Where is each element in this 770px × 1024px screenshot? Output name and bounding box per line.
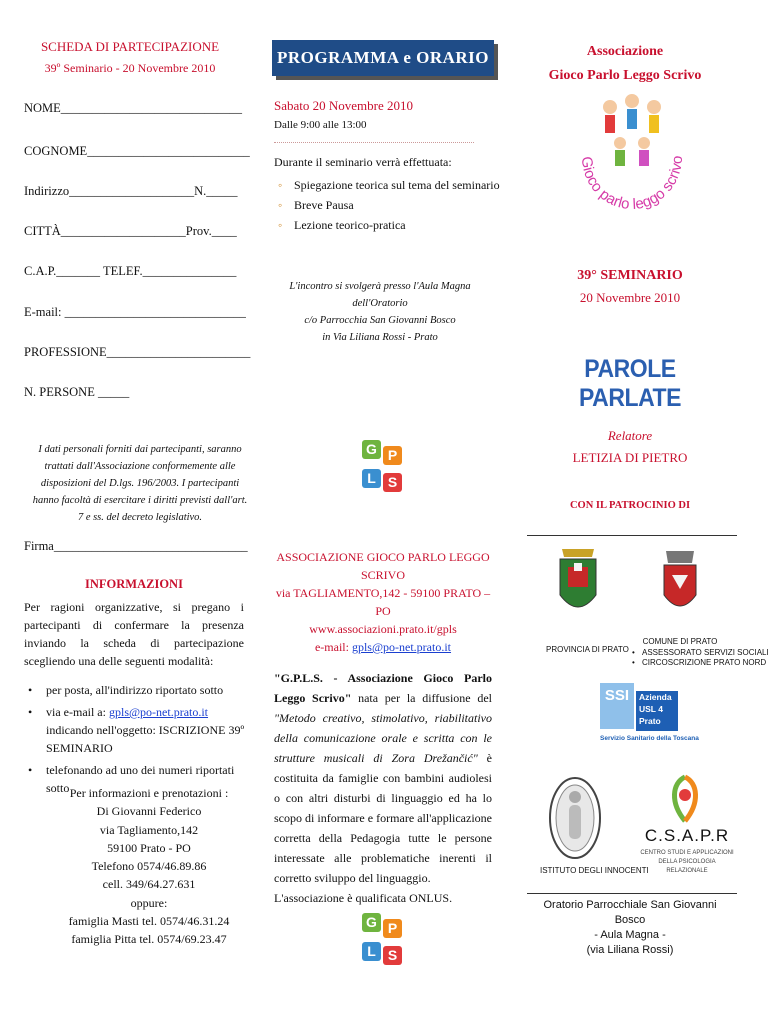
csapr-logo-icon bbox=[664, 773, 706, 825]
field-email[interactable]: E-mail: _____________________________ bbox=[24, 305, 246, 319]
modes-list bbox=[28, 681, 253, 797]
comune-crest-icon bbox=[660, 545, 700, 620]
mode-email bbox=[28, 703, 253, 757]
desc-onlus: L'associazione è qualificata ONLUS. bbox=[274, 891, 453, 905]
info-text: Per ragioni organizzative, si pregano i partecipanti di confermare la presenza inviando la scheda di partecipazione scegliendo una delle seguenti modalità: bbox=[24, 600, 244, 668]
logo-tile-s: S bbox=[383, 946, 402, 965]
relatore-label: Relatore bbox=[607, 428, 653, 443]
child-body bbox=[615, 150, 625, 166]
assoc-mail-row bbox=[268, 638, 498, 656]
seminar-topic: PAROLE PARLATE bbox=[579, 355, 681, 412]
field-nome[interactable]: NOME_____________________________ bbox=[24, 101, 243, 115]
logo-tile-p: P bbox=[383, 446, 402, 465]
logo-tile-g: G bbox=[362, 913, 381, 932]
oratorio-address bbox=[530, 898, 730, 958]
desc-italic: "Metodo creativo, stimolativo, riabilitativo della comunicazione orale e scritta con le strutture musicali di Zora Drežančić" bbox=[274, 711, 492, 765]
desc-bold: "G.P.L.S. - Associazione Gioco Parlo Leggo Scrivo" bbox=[274, 671, 492, 705]
mode-posta: • per posta, all'indirizzo riportato sotto bbox=[28, 681, 253, 699]
contact-line: Per informazioni e prenotazioni : bbox=[69, 786, 229, 800]
logo-tile-l: L bbox=[362, 942, 381, 961]
desc-text-1: nata per la diffusione del bbox=[351, 691, 492, 705]
field-persone[interactable]: N. PERSONE _____ bbox=[24, 385, 130, 399]
contact-line: oppure: bbox=[130, 895, 168, 910]
provincia-caption: PROVINCIA DI PRATO bbox=[546, 645, 629, 654]
innocenti-caption: ISTITUTO DEGLI INNOCENTI bbox=[540, 866, 649, 875]
mode-telefono: • telefonando ad uno dei numeri riportati sotto bbox=[28, 761, 253, 797]
child-body bbox=[605, 115, 615, 133]
children-logo bbox=[570, 85, 690, 235]
field-cap-telefono[interactable]: C.A.P._______ TELEF._______________ bbox=[24, 264, 237, 278]
contact-line: famiglia Masti tel. 0574/46.31.24 bbox=[68, 914, 230, 929]
contact-line: via Tagliamento,142 bbox=[99, 822, 199, 837]
info-title: INFORMAZIONI bbox=[85, 577, 183, 591]
child-head bbox=[603, 100, 617, 114]
patrocinio-label: CON IL PATROCINIO DI bbox=[569, 500, 691, 511]
child-body bbox=[639, 150, 649, 166]
ssi-logo-block: SSI bbox=[600, 683, 634, 729]
innocenti-medallion-icon bbox=[548, 775, 602, 861]
asl-caption: Servizio Sanitario della Toscana bbox=[600, 735, 699, 742]
oratorio-line: Oratorio Parrocchiale San Giovanni Bosco bbox=[543, 899, 717, 926]
program-list bbox=[276, 175, 500, 235]
venue-line: c/o Parrocchia San Giovanni Bosco bbox=[304, 315, 456, 326]
child-body bbox=[627, 109, 637, 129]
assoc-mail-label: e-mail: bbox=[314, 640, 352, 654]
assoc-web[interactable]: www.associazioni.prato.it/gpls bbox=[309, 622, 457, 636]
program-item: ◦ Spiegazione teorica sul tema del seminario bbox=[276, 175, 500, 195]
arc-text: Gioco parlo leggo scrivo bbox=[577, 155, 687, 214]
program-date: Sabato 20 Novembre 2010 bbox=[274, 98, 414, 113]
assoc-title-line2: Gioco Parlo Leggo Scrivo bbox=[548, 68, 702, 83]
assoc-contacts bbox=[268, 548, 498, 656]
venue-note bbox=[270, 278, 490, 346]
gpls-logo-bottom bbox=[362, 913, 404, 967]
program-item: ◦ Lezione teorico-pratica bbox=[276, 215, 500, 235]
field-citta[interactable]: CITTÀ____________________Prov.____ bbox=[24, 224, 237, 238]
form-title: SCHEDA DI PARTECIPAZIONE bbox=[40, 39, 220, 54]
field-cognome[interactable]: COGNOME__________________________ bbox=[24, 144, 250, 158]
logo-tile-s: S bbox=[383, 473, 402, 492]
venue-line: L'incontro si svolgerà presso l'Aula Magna dell'Oratorio bbox=[289, 281, 471, 309]
asl-block bbox=[636, 691, 678, 731]
assoc-name: ASSOCIAZIONE GIOCO PARLO LEGGO SCRIVO bbox=[276, 550, 490, 582]
asl-line: Prato bbox=[639, 716, 661, 726]
desc-text-2: è costituita da famiglie con bambini audiolesi o con altri disturbi di linguaggio ed ha lo scopo di informare e formare all'applicazione corretta della Pedagogia tutte le persone interessate alle problematiche inerenti il corretto sviluppo del linguaggio. bbox=[274, 751, 492, 885]
child-head bbox=[625, 94, 639, 108]
asl-logo bbox=[600, 683, 699, 747]
comune-caption: COMUNE DI PRATO bbox=[642, 637, 718, 646]
logo-tile-g: G bbox=[362, 440, 381, 459]
seminar-number: 39° SEMINARIO bbox=[577, 268, 683, 283]
privacy-notice: I dati personali forniti dai partecipanti, saranno trattati dall'Associazione conformemente alle disposizioni del D.lgs. 196/2003. I partecipanti hanno facoltà di esercitare i diritti previsti dall'art. 7 e ss. del decreto legislativo. bbox=[32, 444, 248, 523]
contacts-block bbox=[24, 784, 274, 949]
contact-line: 59100 Prato - PO bbox=[107, 840, 191, 855]
child-body bbox=[649, 115, 659, 133]
assoc-mail-link[interactable]: gpls@po-net.prato.it bbox=[351, 640, 452, 654]
child-head bbox=[638, 137, 650, 149]
child-head bbox=[647, 100, 661, 114]
divider bbox=[527, 893, 737, 894]
assoc-title bbox=[540, 40, 710, 88]
venue-line: in Via Liliana Rossi - Prato bbox=[322, 332, 438, 343]
program-time: Dalle 9:00 alle 13:00 bbox=[274, 119, 367, 131]
assoc-description bbox=[274, 668, 492, 908]
gpls-logo bbox=[362, 440, 404, 494]
provincia-crest-icon bbox=[556, 545, 600, 623]
program-item: ◦ Breve Pausa bbox=[276, 195, 500, 215]
comune-item: • CIRCOSCRIZIONE PRATO NORD bbox=[632, 658, 769, 668]
asl-line: Azienda bbox=[639, 692, 672, 702]
logo-tile-l: L bbox=[362, 469, 381, 488]
field-indirizzo[interactable]: Indirizzo____________________N._____ bbox=[24, 184, 238, 198]
mode-email-pre: via e-mail a: bbox=[46, 705, 109, 719]
csapr-subtitle: CENTRO STUDI E APPLICAZIONI DELLA PSICOLOGIA RELAZIONALE bbox=[640, 850, 734, 874]
comune-items bbox=[632, 648, 769, 668]
csapr-title: C.S.A.P.R bbox=[644, 826, 730, 845]
mode-email-post: indicando nell'oggetto: ISCRIZIONE 39º SEMINARIO bbox=[46, 723, 245, 755]
logo-tile-p: P bbox=[383, 919, 402, 938]
contact-line: cell. 349/64.27.631 bbox=[102, 877, 196, 892]
oratorio-line: (via Liliana Rossi) bbox=[586, 944, 674, 956]
contact-line: Di Giovanni Federico bbox=[96, 804, 202, 819]
contact-line: famiglia Pitta tel. 0574/69.23.47 bbox=[71, 932, 227, 947]
programma-header: PROGRAMMA e ORARIO bbox=[272, 40, 494, 76]
divider bbox=[527, 535, 737, 536]
seminar-date: 20 Novembre 2010 bbox=[579, 290, 681, 305]
assoc-address: via TAGLIAMENTO,142 - 59100 PRATO – PO bbox=[275, 586, 491, 618]
asl-line: USL 4 bbox=[639, 704, 663, 714]
form-subtitle: 39º Seminario - 20 Novembre 2010 bbox=[44, 61, 216, 75]
divider bbox=[274, 142, 474, 143]
field-professione[interactable]: PROFESSIONE_______________________ bbox=[24, 345, 251, 359]
contact-line: Telefono 0574/46.89.86 bbox=[91, 859, 207, 874]
child-head bbox=[614, 137, 626, 149]
oratorio-line: - Aula Magna - bbox=[594, 929, 666, 941]
comune-item: • ASSESSORATO SERVIZI SOCIALI bbox=[632, 648, 769, 658]
relatore-name: LETIZIA DI PIETRO bbox=[572, 450, 688, 465]
email-link[interactable]: gpls@po-net.prato.it bbox=[108, 705, 209, 719]
program-intro: Durante il seminario verrà effettuata: bbox=[274, 155, 452, 169]
assoc-title-line1: Associazione bbox=[586, 44, 664, 59]
field-firma[interactable]: Firma_______________________________ bbox=[24, 539, 248, 553]
